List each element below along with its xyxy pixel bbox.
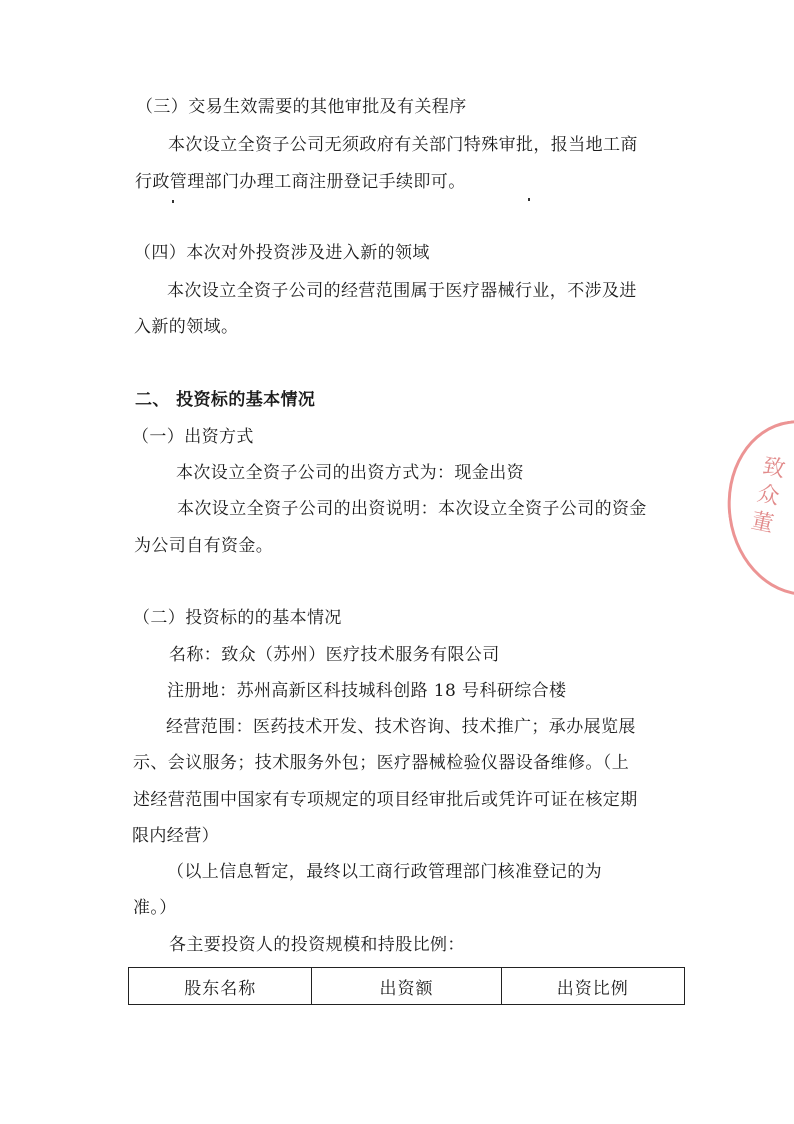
table-intro: 各主要投资人的投资规模和持股比例：	[169, 935, 465, 955]
registered-address: 注册地：苏州高新区科技城科创路 18 号科研综合楼	[167, 681, 567, 701]
subsection-heading-target-info: （二）投资标的的基本情况	[133, 608, 342, 628]
business-scope-line: 经营范围：医药技术开发、技术咨询、技术推广；承办展览展	[166, 717, 636, 737]
paragraph-line: 入新的领域。	[134, 317, 239, 337]
column-header-shareholder-name: 股东名称	[129, 968, 312, 1005]
paragraph-line: 本次设立全资子公司的经营范围属于医疗器械行业，不涉及进	[167, 281, 637, 301]
note-line: （以上信息暂定，最终以工商行政管理部门核准登记的为	[167, 862, 602, 882]
shareholder-table	[128, 967, 685, 1005]
paragraph-line: 本次设立全资子公司无须政府有关部门特殊审批，报当地工商	[168, 135, 638, 155]
paragraph-line: 本次设立全资子公司的出资方式为：现金出资	[176, 463, 524, 483]
column-header-capital-amount: 出资额	[312, 968, 501, 1005]
scan-speck	[528, 198, 530, 201]
business-scope-line: 示、会议服务；技术服务外包；医疗器械检验仪器设备维修。（上	[133, 753, 630, 773]
scan-speck	[172, 200, 174, 203]
table-header-row	[129, 968, 685, 1005]
paragraph-line: 行政管理部门办理工商注册登记手续即可。	[135, 172, 466, 192]
subsection-heading-capital: （一）出资方式	[132, 427, 254, 447]
section-heading-approval: （三）交易生效需要的其他审批及有关程序	[136, 97, 467, 117]
business-scope-line: 限内经营）	[132, 826, 219, 846]
note-line: 准。）	[133, 898, 177, 918]
section-heading-basic-info: 二、 投资标的基本情况	[135, 390, 316, 410]
seal-text: 致众 董	[749, 453, 788, 538]
company-name: 名称：致众（苏州）医疗技术服务有限公司	[169, 645, 500, 665]
section-heading-new-field: （四）本次对外投资涉及进入新的领域	[134, 243, 430, 263]
business-scope-line: 述经营范围中国家有专项规定的项目经审批后或凭许可证在核定期	[133, 790, 638, 810]
column-header-capital-ratio: 出资比例	[501, 968, 685, 1005]
paragraph-line: 为公司自有资金。	[134, 536, 274, 556]
paragraph-line: 本次设立全资子公司的出资说明：本次设立全资子公司的资金	[177, 499, 647, 519]
